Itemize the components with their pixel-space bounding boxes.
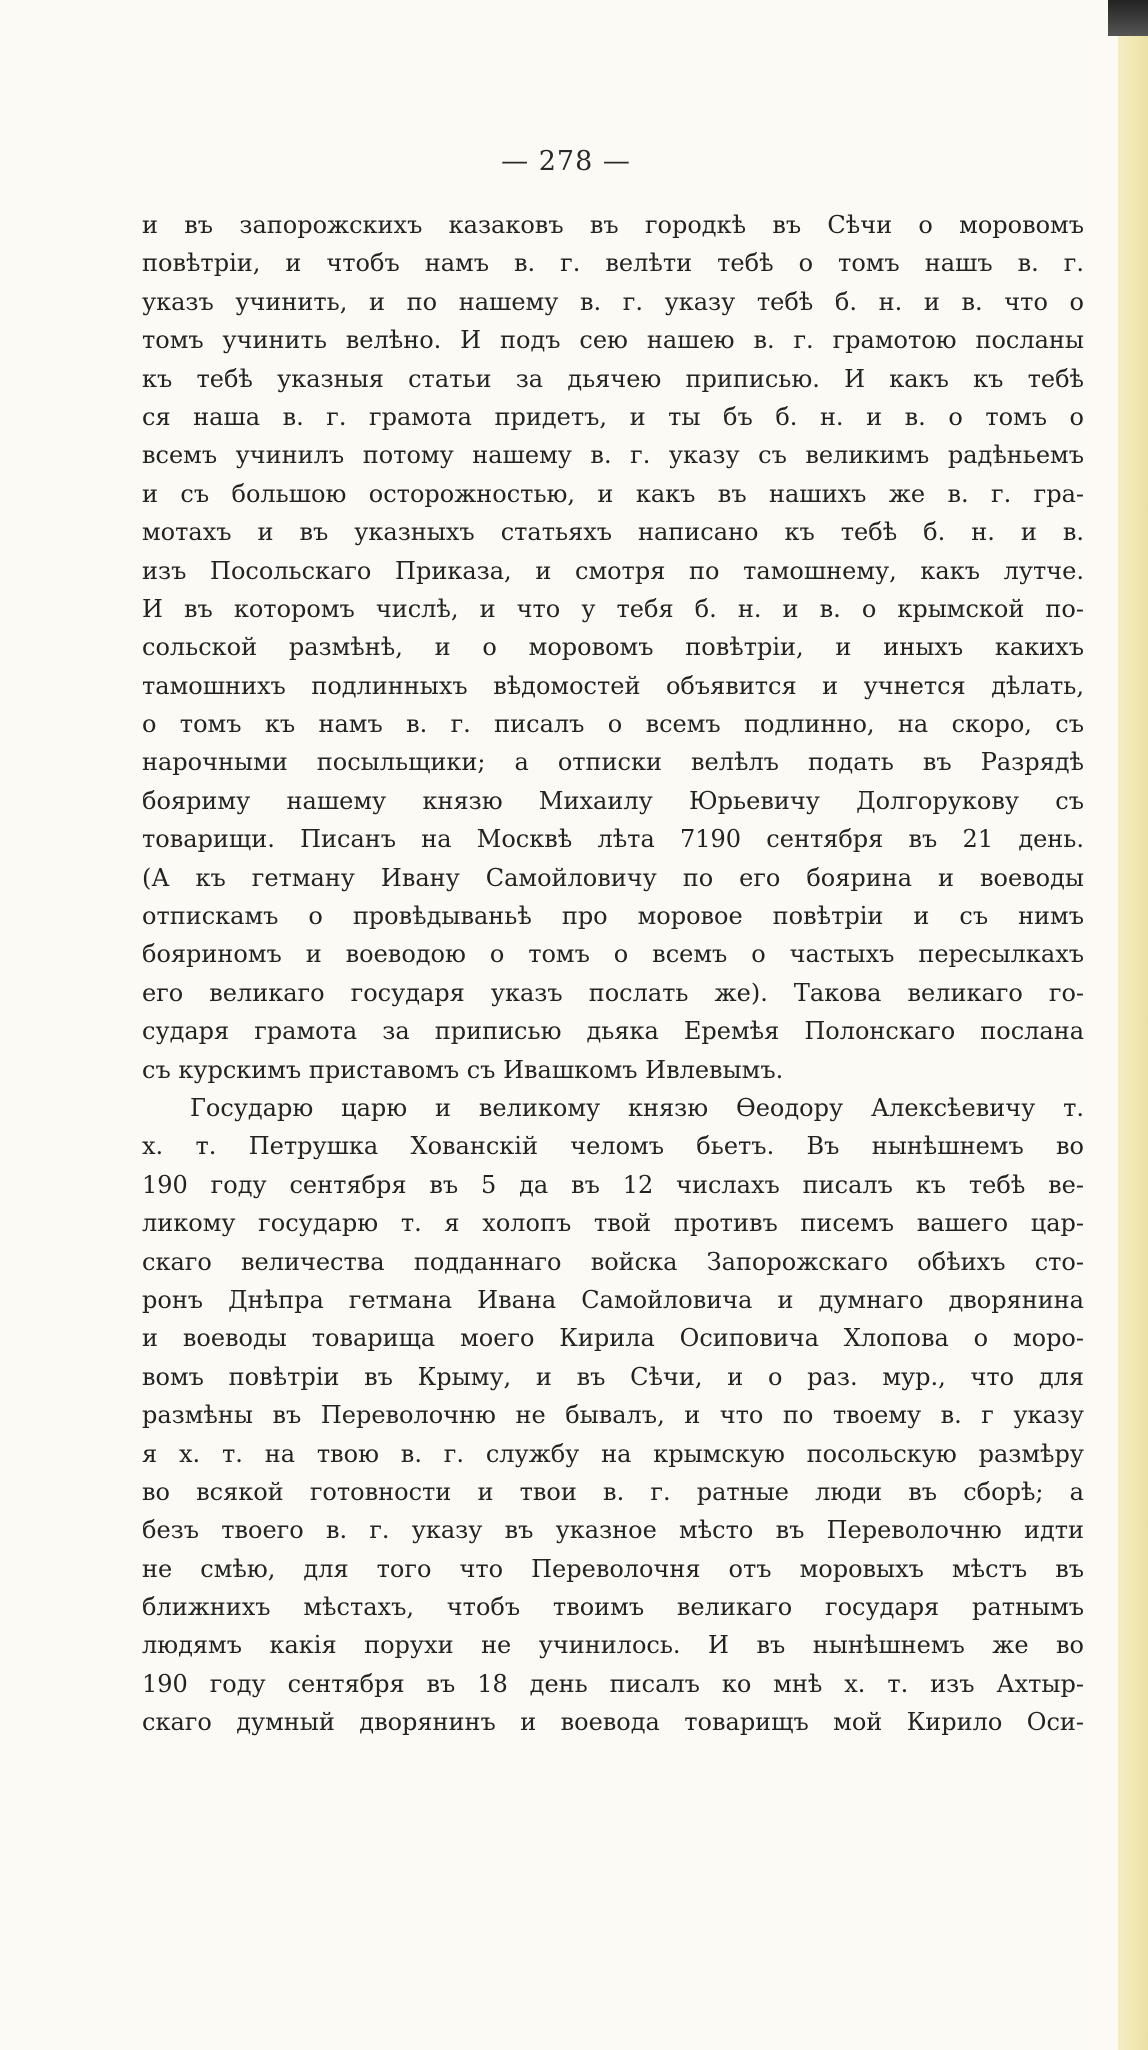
text-line: скаго величества подданнаго войска Запорожскаго обѣихъ сто- [142,1247,1084,1276]
text-line: всемъ учинилъ потому нашему в. г. указу съ великимъ радѣньемъ [142,441,1084,470]
text-line: нарочными посыльщики; а отписки велѣлъ подать въ Разрядѣ [142,748,1084,777]
text-line: отпискамъ о провѣдываньѣ про моровое повѣтріи и съ нимъ [142,902,1084,931]
text-line: повѣтріи, и чтобъ намъ в. г. велѣти тебѣ о томъ нашъ в. г. [142,249,1084,278]
text-line: ликому государю т. я холопъ твой противъ писемъ вашего цар- [142,1209,1084,1238]
text-line: и съ большою осторожностью, и какъ въ нашихъ же в. г. гра- [142,479,1084,508]
text-line: 190 году сентября въ 18 день писалъ ко мнѣ х. т. изъ Ахтыр- [142,1669,1084,1698]
text-line: тамошнихъ подлинныхъ вѣдомостей объявится и учнется дѣлать, [142,671,1084,700]
text-line: мотахъ и въ указныхъ статьяхъ написано къ тебѣ б. н. и в. [142,518,1084,547]
text-line: (А къ гетману Ивану Самойловичу по его боярина и воеводы [142,863,1084,892]
text-line: людямъ какія порухи не учинилось. И въ нынѣшнемъ же во [142,1631,1084,1660]
text-line: о томъ къ намъ в. г. писалъ о всемъ подлинно, на скоро, съ [142,710,1084,739]
text-line: и въ запорожскихъ казаковъ въ городкѣ въ Сѣчи о моровомъ [142,211,1084,239]
text-line: его великаго государя указъ послать же). Такова великаго го- [142,978,1084,1007]
text-line: сольской размѣнѣ, и о моровомъ повѣтріи, и иныхъ какихъ [142,633,1084,662]
text-line: ронъ Днѣпра гетмана Ивана Самойловича и думнаго дворянина [142,1285,1084,1314]
text-line: изъ Посольскаго Приказа, и смотря по тамошнему, какъ лутче. [142,556,1084,585]
text-line: я х. т. на твою в. г. службу на крымскую посольскую размѣру [142,1439,1084,1468]
text-line: во всякой готовности и твои в. г. ратные люди въ сборѣ; а [142,1477,1084,1506]
text-line: сударя грамота за приписью дьяка Еремѣя Полонскаго послана [142,1017,1084,1046]
text-line: ся наша в. г. грамота придетъ, и ты бъ б. н. и в. о томъ о [142,402,1084,431]
text-line: бояриномъ и воеводою о томъ о всемъ о частыхъ пересылкахъ [142,940,1084,969]
text-line: И въ которомъ числѣ, и что у тебя б. н. и в. о крымской по- [142,594,1084,623]
page-edge [1118,0,1148,2050]
text-line: указъ учинить, и по нашему в. г. указу тебѣ б. н. и в. что о [142,287,1084,316]
scan-corner-shadow [1108,0,1148,36]
text-line: 190 году сентября въ 5 да въ 12 числахъ писалъ къ тебѣ ве- [142,1170,1084,1199]
text-line: къ тебѣ указныя статьи за дьячею приписью. И какъ къ тебѣ [142,364,1084,393]
text-line: скаго думный дворянинъ и воевода товарищъ мой Кирило Оси- [142,1708,1084,1737]
text-line: томъ учинить велѣно. И подъ сею нашею в. г. грамотою посланы [142,326,1084,355]
text-line: товарищи. Писанъ на Москвѣ лѣта 7190 сентября въ 21 день. [142,825,1084,854]
text-line: размѣны въ Переволочню не бывалъ, и что по твоему в. г указу [142,1401,1084,1430]
text-line: и воеводы товарища моего Кирила Осиповича Хлопова о моро- [142,1324,1084,1353]
text-line: бояриму нашему князю Михаилу Юрьевичу Долгорукову съ [142,786,1084,815]
text-line: х. т. Петрушка Хованскій челомъ бьетъ. Въ нынѣшнемъ во [142,1132,1084,1161]
page-number: — 278 — [501,146,631,177]
paragraph-start-line: Государю царю и великому князю Ѳеодору Алексѣевичу т. [190,1093,1084,1122]
body-text [142,206,1084,1742]
text-line: съ курскимъ приставомъ съ Ивашкомъ Ивлевымъ. [142,1055,784,1084]
text-line: ближнихъ мѣстахъ, чтобъ твоимъ великаго государя ратнымъ [142,1593,1084,1622]
text-line: безъ твоего в. г. указу въ указное мѣсто въ Переволочню идти [142,1516,1084,1545]
text-line: не смѣю, для того что Переволочня отъ моровыхъ мѣстъ въ [142,1554,1084,1583]
text-line: вомъ повѣтріи въ Крыму, и въ Сѣчи, и о раз. мур., что для [142,1362,1084,1391]
